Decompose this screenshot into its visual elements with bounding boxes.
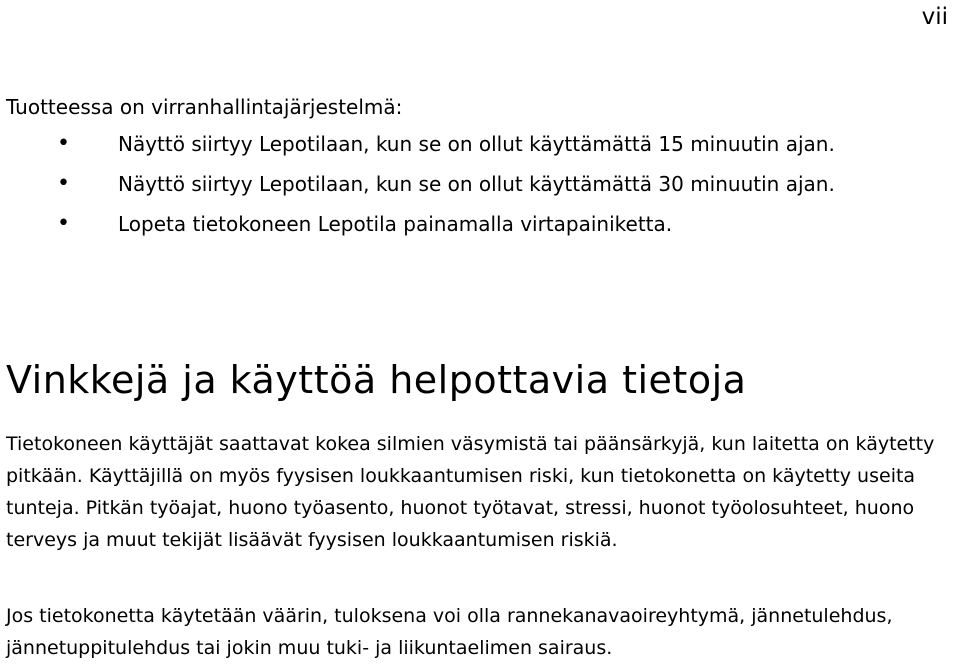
page-number: vii (921, 4, 948, 30)
intro-text: Tuotteessa on virranhallintajärjestelmä: (6, 95, 403, 119)
list-item-text: Näyttö siirtyy Lepotilaan, kun se on ollut käyttämättä 30 minuutin ajan. (118, 172, 835, 196)
section-heading: Vinkkejä ja käyttöä helpottavia tietoja (6, 358, 747, 402)
list-item (55, 128, 915, 160)
bullet-icon: • (57, 171, 70, 196)
body-paragraph: Jos tietokonetta käytetään väärin, tuloksena voi olla rannekanavaoireyhtymä, jännetulehdus, jännetuppitulehdus tai jokin muu tuki- ja liikuntaelimen sairaus. (6, 605, 893, 659)
list-item-text: Lopeta tietokoneen Lepotila painamalla virtapainiketta. (118, 212, 673, 236)
list-item-text: Näyttö siirtyy Lepotilaan, kun se on ollut käyttämättä 15 minuutin ajan. (118, 132, 835, 156)
list-item (55, 168, 915, 200)
body-paragraph: Tietokoneen käyttäjät saattavat kokea silmien väsymistä tai päänsärkyjä, kun laitetta on käytetty pitkään. Käyttäjillä on myös fyysisen loukkaantumisen riski, kun tietokonetta on käytetty useita tunteja. Pitkän työajat, huono työasento, huonot työtavat, stressi, huonot työolosuhteet, huono terveys ja muut tekijät lisäävät fyysisen loukkaantumisen riskiä. (6, 433, 935, 551)
bullet-icon: • (57, 211, 70, 236)
list-item (55, 208, 915, 240)
bullet-list (55, 128, 915, 248)
bullet-icon: • (57, 131, 70, 156)
